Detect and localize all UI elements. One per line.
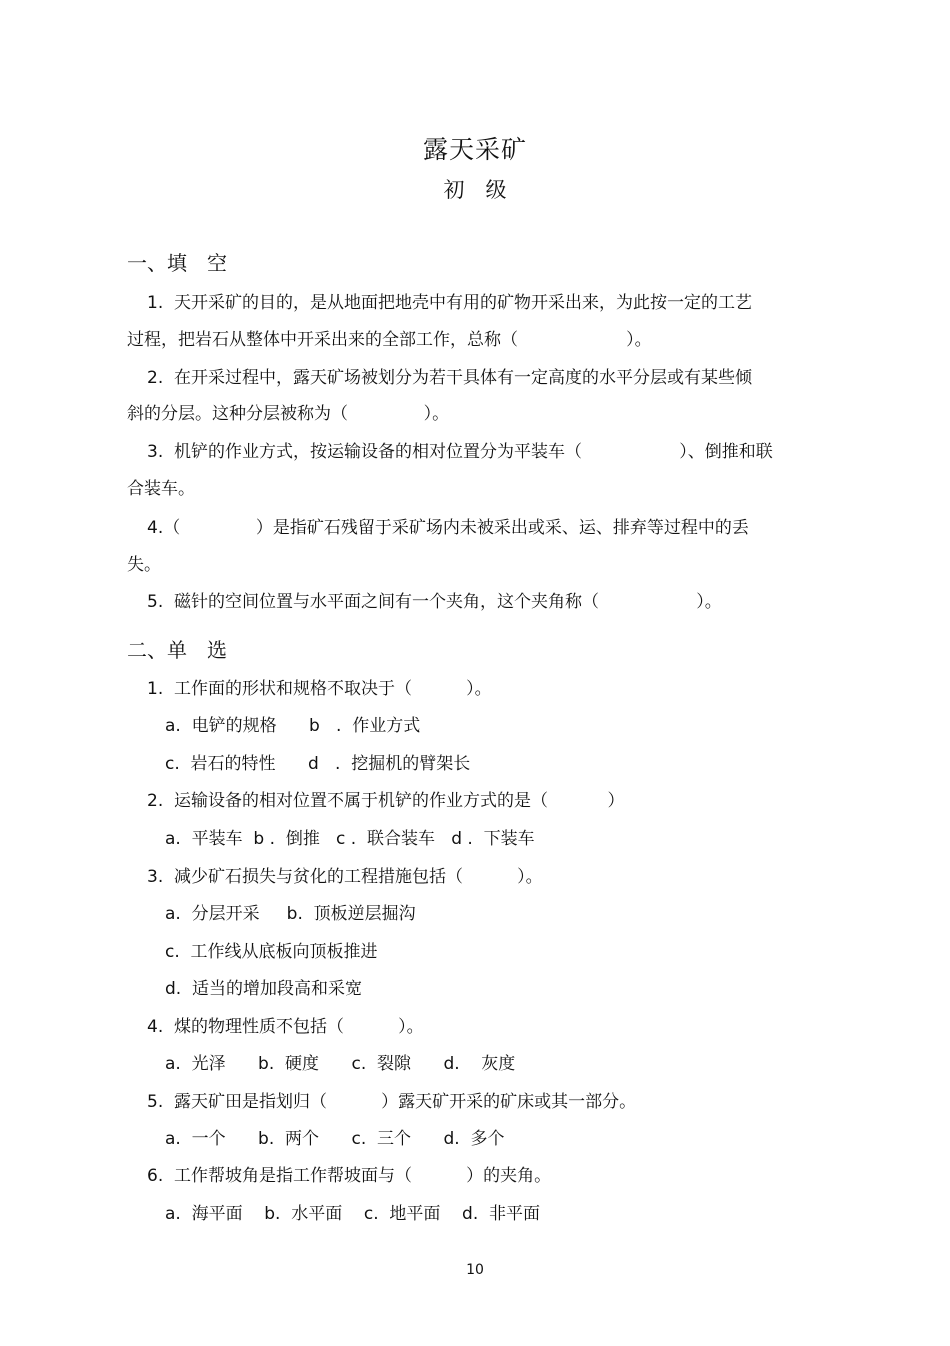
option-line: c. 工作线从底板向顶板推进 [165,942,378,962]
question-line: 2. 运输设备的相对位置不属于机铲的作业方式的是（ ） [147,791,625,811]
page-number: 10 [466,1262,484,1278]
question-line: 2. 在开采过程中，露天矿场被划分为若干具体有一定高度的水平分层或有某些倾 [147,368,753,388]
question-line: 5. 露天矿田是指划归（ ）露天矿开采的矿床或其一部分。 [147,1092,637,1112]
question-line: 合装车。 [127,479,195,499]
document-subtitle: 初 级 [443,178,507,202]
question-line: 过程，把岩石从整体中开采出来的全部工作，总称（ ）。 [127,330,652,350]
document-title: 露天采矿 [422,135,527,164]
option-line: a. 平装车 b . 倒推 c . 联合装车 d . 下装车 [165,829,535,849]
question-line: 3. 机铲的作业方式，按运输设备的相对位置分为平装车（ ）、倒推和联 [147,442,773,462]
question-line: 1. 天开采矿的目的，是从地面把地壳中有用的矿物开采出来，为此按一定的工艺 [147,293,753,313]
question-line: 6. 工作帮坡角是指工作帮坡面与（ ）的夹角。 [147,1166,552,1186]
option-line: a. 电铲的规格 b . 作业方式 [165,716,421,736]
option-line: a. 光泽 b. 硬度 c. 裂隙 d. 灰度 [165,1054,516,1074]
option-line: a. 分层开采 b. 顶板逆层掘沟 [165,904,416,924]
option-line: c. 岩石的特性 d . 挖掘机的臂架长 [165,754,471,774]
question-line: 4. 煤的物理性质不包括（ ）。 [147,1017,424,1037]
question-line: 1. 工作面的形状和规格不取决于（ ）。 [147,679,492,699]
section-heading-single-choice: 二、单 选 [127,638,227,662]
question-line: 斜的分层。这种分层被称为（ ）。 [127,404,450,424]
option-line: d. 适当的增加段高和采宽 [165,979,363,999]
question-line: 5. 磁针的空间位置与水平面之间有一个夹角，这个夹角称（ ）。 [147,592,722,612]
option-line: a. 海平面 b. 水平面 c. 地平面 d. 非平面 [165,1204,541,1224]
question-line: 3. 减少矿石损失与贫化的工程措施包括（ ）。 [147,867,543,887]
option-line: a. 一个 b. 两个 c. 三个 d. 多个 [165,1129,505,1149]
question-line: 失。 [127,555,161,575]
question-line: 4.（ ）是指矿石残留于采矿场内未被采出或采、运、排弃等过程中的丢 [147,518,749,538]
section-heading-fill-blank: 一、填 空 [127,251,227,275]
